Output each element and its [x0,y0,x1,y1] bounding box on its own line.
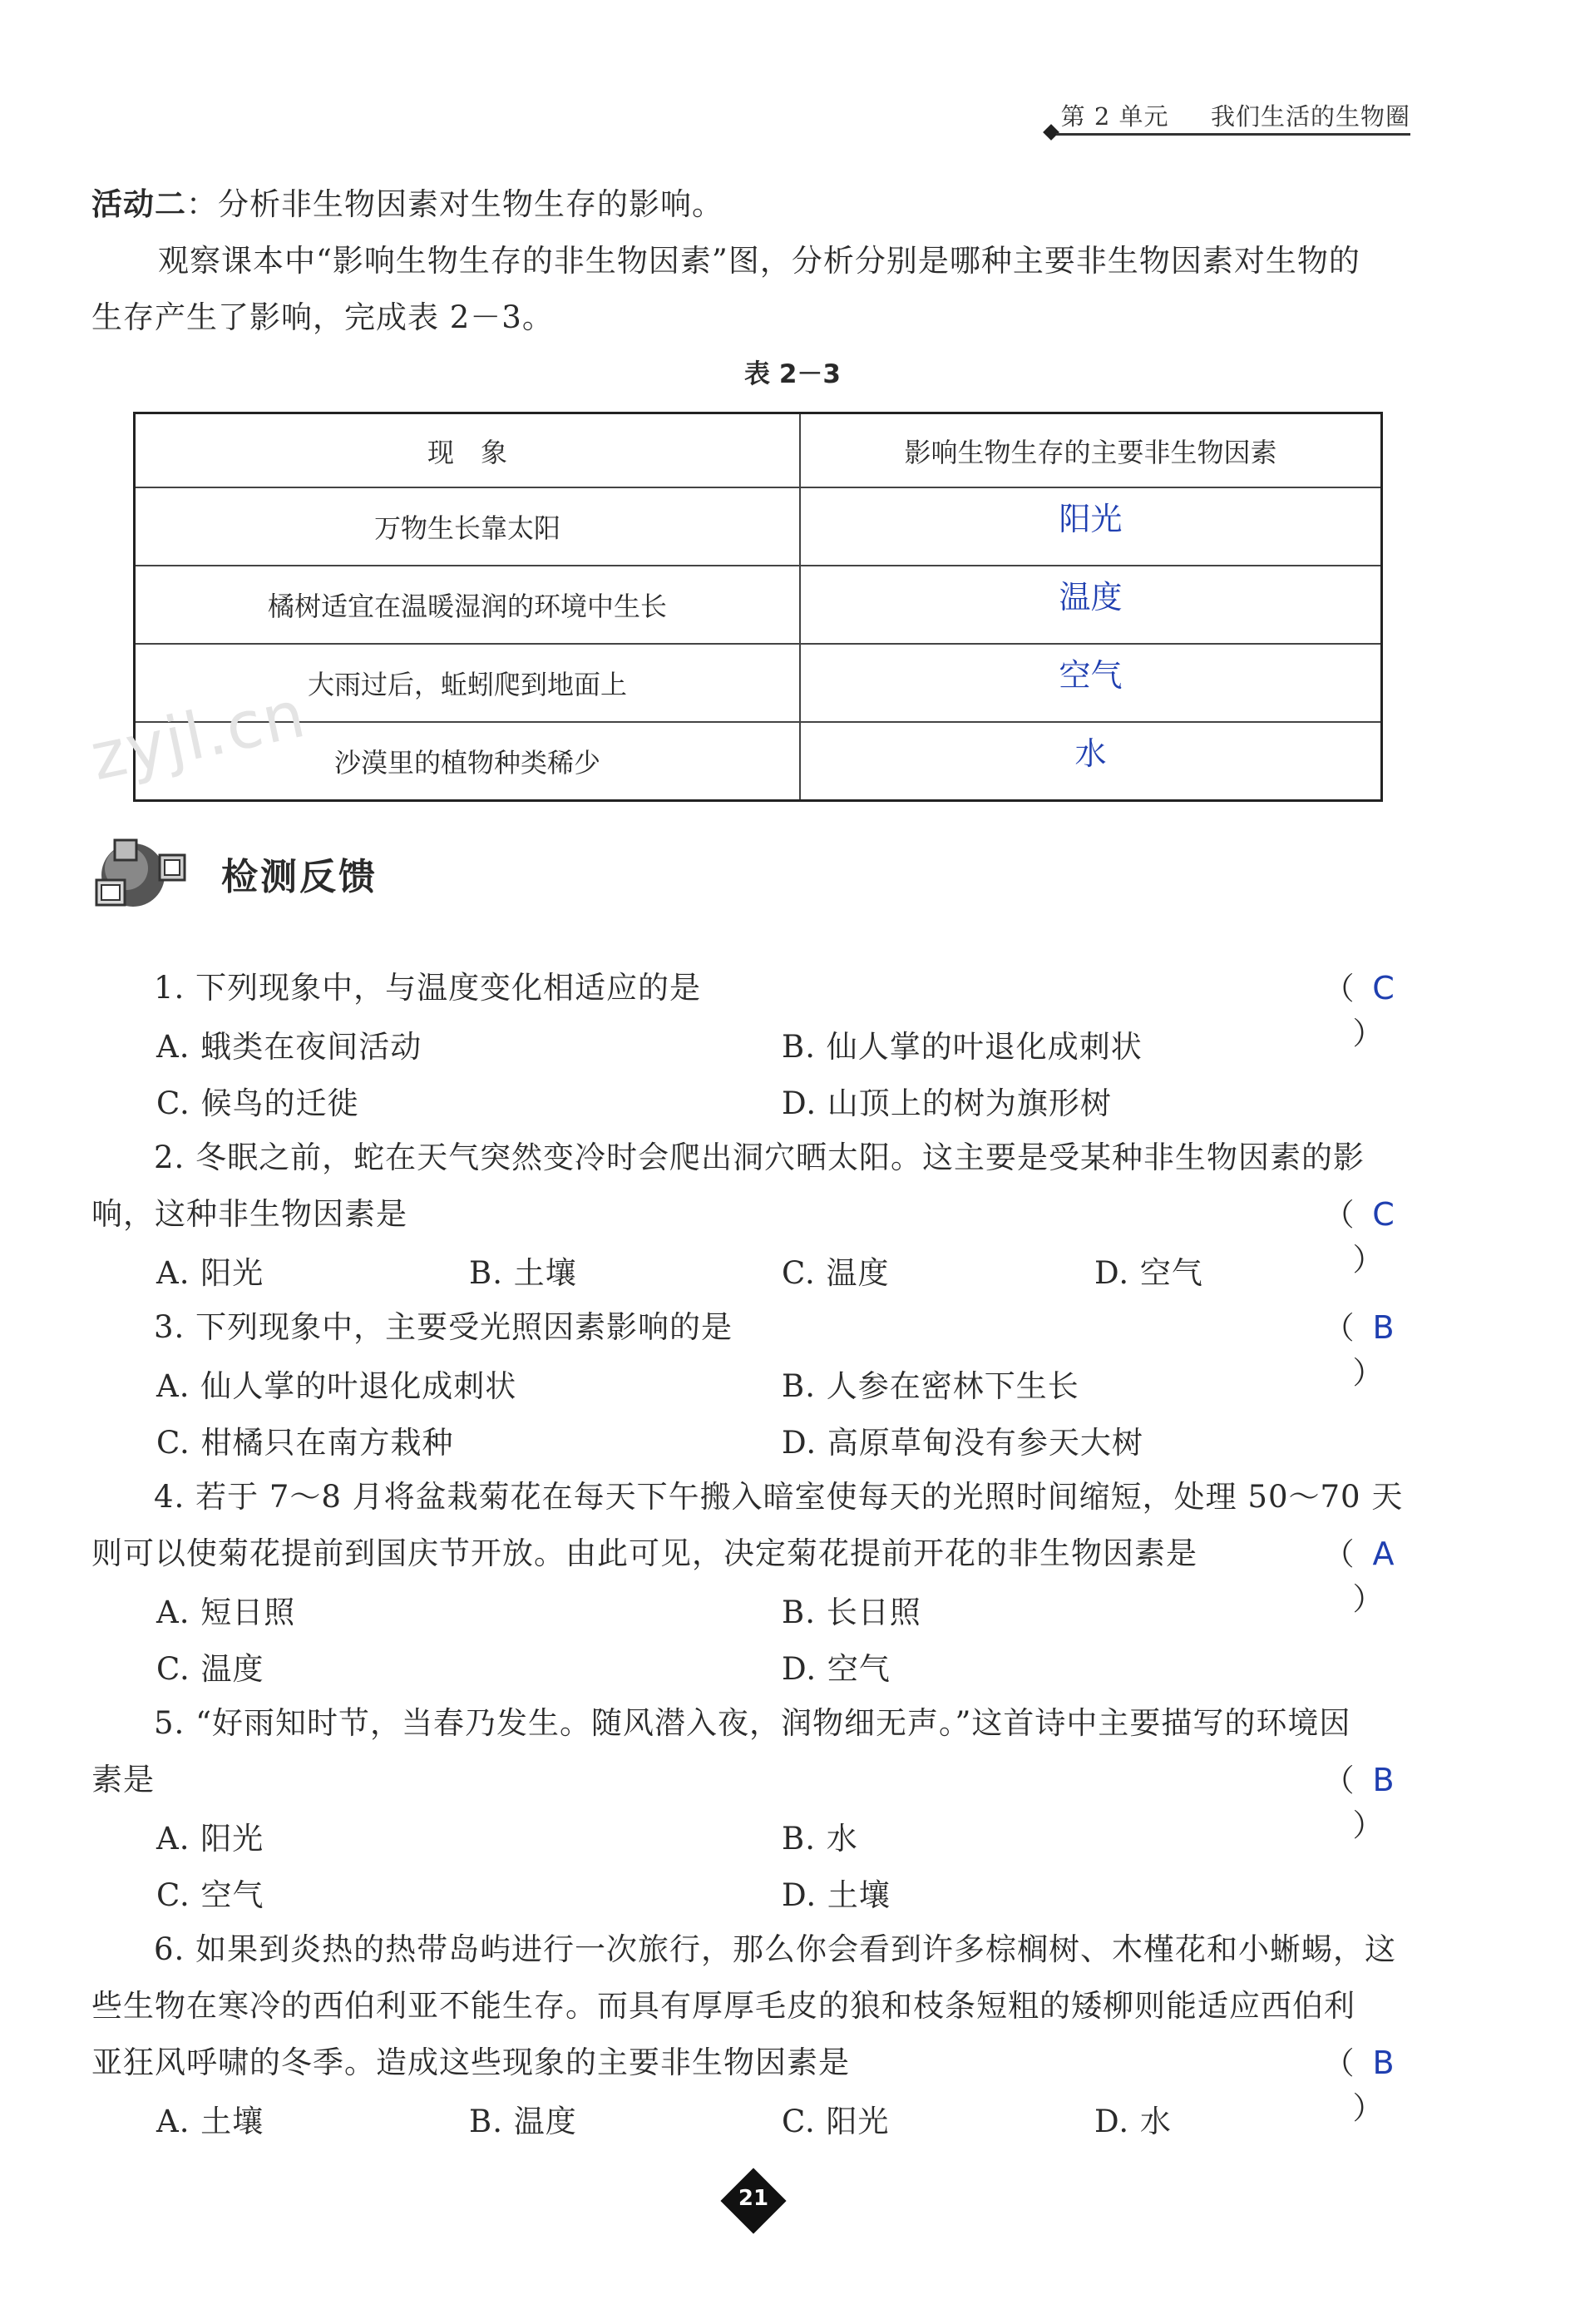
answer-letter: B [1372,1309,1395,1346]
phenomenon-cell: 大雨过后，蚯蚓爬到地面上 [135,644,801,722]
option: C. 柑橘只在南方栽种 [156,1425,454,1461]
option: C. 空气 [156,1877,264,1913]
unit-title: 我们生活的生物圈 [1210,102,1410,131]
option: B. 人参在密林下生长 [782,1368,1079,1404]
answer-cell: 空气 [800,644,1382,722]
activity-instruction-line2: 生存产生了影响，完成表 2－3。 [91,299,554,335]
activity-label: 活动二 [91,186,186,222]
header-diamond-icon [1043,124,1059,141]
activity-heading [91,176,1422,233]
activity-heading-text: ：分析非生物因素对生物生存的影响。 [186,186,723,222]
option: B. 温度 [469,2104,577,2139]
option: D. 空气 [1094,1255,1203,1291]
table-caption: 表 2－3 [744,359,841,389]
option: D. 空气 [782,1651,891,1687]
option: A. 土壤 [156,2104,264,2139]
phenomenon-cell: 万物生长靠太阳 [135,487,801,566]
unit-label: 第 2 单元 [1060,102,1169,131]
table-row [135,722,1382,801]
answer-letter: C [1372,970,1395,1006]
question-2 [91,1130,1422,1243]
phenomenon-cell: 橘树适宜在温暖湿润的环境中生长 [135,566,801,644]
option: C. 温度 [782,1255,890,1291]
option: B. 仙人掌的叶退化成刺状 [782,1029,1143,1065]
question-text: 6. 如果到炎热的热带岛屿进行一次旅行，那么你会看到许多棕榈树、木槿花和小蜥蜴，这 [154,1931,1397,1967]
table-header-phenomenon: 现 象 [135,413,801,488]
answer-bracket: （ C） [1314,963,1422,1053]
answer-bracket: （ A） [1314,1529,1422,1619]
answer-letter: C [1372,1196,1395,1233]
answer-letter: B [1372,1762,1395,1798]
question-text: 3. 下列现象中，主要受光照因素影响的是 [154,1309,733,1345]
answer-letter: B [1372,2045,1395,2081]
answer-bracket: （ C） [1314,1189,1422,1279]
option: A. 仙人掌的叶退化成刺状 [156,1368,517,1404]
section-title: 检测反馈 [221,856,378,898]
page-number: 21 [738,2186,769,2211]
table-row [135,566,1382,644]
question-6 [91,1921,1422,2091]
option: A. 阳光 [156,1255,264,1291]
question-text: 5. “好雨知时节，当春乃发生。随风潜入夜，润物细无声。”这首诗中主要描写的环境因 [154,1705,1351,1741]
question-5 [91,1695,1422,1808]
option: C. 阳光 [782,2104,890,2139]
option: B. 长日照 [782,1595,921,1630]
answer-bracket: （ B） [1314,1303,1422,1392]
factors-table [133,412,1383,802]
option: D. 水 [1094,2104,1172,2139]
question-1 [91,960,1422,1016]
table-row [135,644,1382,722]
question-text: 1. 下列现象中，与温度变化相适应的是 [154,970,702,1006]
header-rule [1056,133,1410,136]
question-text: 响，这种非生物因素是 [91,1196,407,1232]
running-header [1061,98,1410,132]
option: D. 山顶上的树为旗形树 [782,1085,1112,1121]
table-header-row [135,413,1382,488]
option: B. 水 [782,1821,858,1857]
cube-section-icon [90,832,198,915]
answer-cell: 温度 [800,566,1382,644]
answer-cell: 阳光 [800,487,1382,566]
answer-cell: 水 [800,722,1382,801]
question-text: 4. 若于 7～8 月将盆栽菊花在每天下午搬入暗室使每天的光照时间缩短，处理 50～70 天 [154,1479,1404,1515]
activity-instruction-line1: 观察课本中“影响生物生存的非生物因素”图，分析分别是哪种主要非生物因素对生物的 [158,243,1360,279]
question-4 [91,1469,1422,1582]
table-row [135,487,1382,566]
phenomenon-cell: 沙漠里的植物种类稀少 [135,722,801,801]
answer-bracket: （ B） [1314,2038,1422,2128]
table-header-factor: 影响生物生存的主要非生物因素 [800,413,1382,488]
question-text: 则可以使菊花提前到国庆节开放。由此可见，决定菊花提前开花的非生物因素是 [91,1535,1197,1571]
question-text: 素是 [91,1762,155,1797]
option: D. 土壤 [782,1877,891,1913]
question-3 [91,1299,1422,1356]
option: C. 候鸟的迁徙 [156,1085,359,1121]
option: A. 短日照 [156,1595,296,1630]
option: A. 阳光 [156,1821,264,1857]
option: B. 土壤 [469,1255,577,1291]
answer-bracket: （ B） [1314,1755,1422,1845]
option: A. 蛾类在夜间活动 [156,1029,422,1065]
watermark: zyjl.cn [84,676,314,796]
question-text: 些生物在寒冷的西伯利亚不能生存。而具有厚厚毛皮的狼和枝条短粗的矮柳则能适应西伯利 [91,1988,1355,2024]
option: D. 高原草甸没有参天大树 [782,1425,1143,1461]
question-text: 亚狂风呼啸的冬季。造成这些现象的主要非生物因素是 [91,2045,850,2080]
option: C. 温度 [156,1651,264,1687]
question-text: 2. 冬眠之前，蛇在天气突然变冷时会爬出洞穴晒太阳。这主要是受某种非生物因素的影 [154,1140,1365,1175]
answer-letter: A [1372,1535,1395,1572]
